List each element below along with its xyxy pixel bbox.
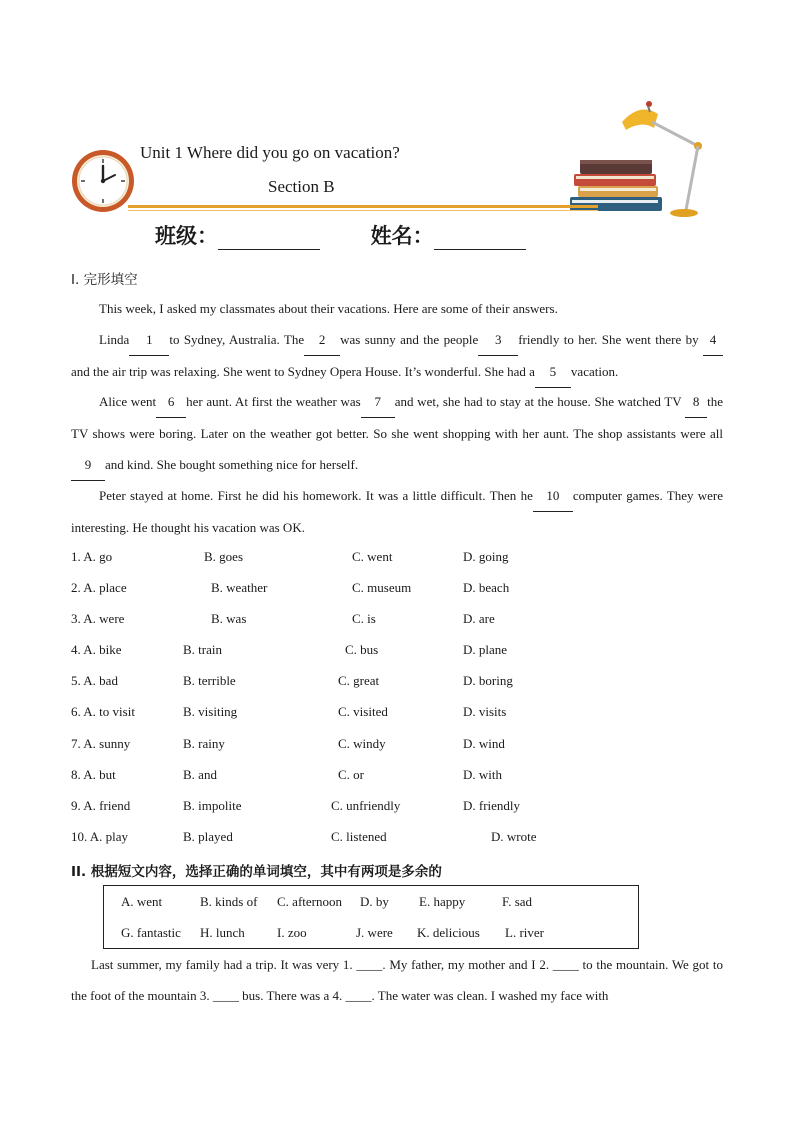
header-divider: [128, 205, 598, 208]
linda-text: to Sydney, Australia. The: [169, 332, 305, 347]
question-options-row: [71, 829, 731, 849]
linda-text: and the air trip was relaxing. She went to Sydney Opera House. It’s wonderful. She had a: [71, 364, 535, 379]
blank-2[interactable]: 2: [304, 324, 340, 356]
alice-text: and kind. She bought something nice for herself.: [105, 457, 359, 472]
option-a[interactable]: 2. A. place: [71, 580, 127, 595]
option-c[interactable]: C. went: [352, 549, 393, 564]
option-c[interactable]: C. or: [338, 767, 364, 782]
option-a[interactable]: 10. A. play: [71, 829, 129, 844]
option-c[interactable]: C. listened: [331, 829, 387, 844]
option-b[interactable]: B. weather: [211, 580, 268, 595]
option-b[interactable]: B. rainy: [183, 736, 225, 751]
section-subtitle: Section B: [268, 177, 335, 196]
blank-10[interactable]: 10: [533, 480, 573, 512]
option-a[interactable]: 7. A. sunny: [71, 736, 131, 751]
student-info-line: [155, 220, 526, 250]
question-options-row: [71, 767, 731, 787]
option-c[interactable]: C. museum: [352, 580, 412, 595]
alice-text: Alice went: [99, 394, 157, 409]
option-d[interactable]: D. boring: [463, 673, 513, 688]
class-field[interactable]: [218, 227, 320, 250]
passage-text: Last summer, my family had a trip. It was very 1. ____. My father, my mother and I 2. ____ to the mountain. We got to the foot of the mountain 3. ____ bus. There was a 4. ____. The water was clean. I washed my face with: [71, 957, 723, 1003]
option-a[interactable]: 4. A. bike: [71, 642, 122, 657]
option-d[interactable]: D. wrote: [491, 829, 537, 844]
blank-6[interactable]: 6: [156, 386, 186, 418]
word-option: J. were: [356, 925, 393, 940]
alice-text: her aunt. At first the weather was: [186, 394, 361, 409]
option-b[interactable]: B. was: [211, 611, 247, 626]
option-a[interactable]: 3. A. were: [71, 611, 125, 626]
word-option: C. afternoon: [277, 894, 342, 909]
option-d[interactable]: D. wind: [463, 736, 505, 751]
word-option: L. river: [505, 925, 544, 940]
option-a[interactable]: 9. A. friend: [71, 798, 131, 813]
question-options-row: [71, 611, 731, 631]
blank-7[interactable]: 7: [361, 386, 395, 418]
blank-1[interactable]: 1: [129, 324, 169, 356]
intro-text: This week, I asked my classmates about their vacations. Here are some of their answers.: [99, 301, 558, 316]
linda-text: was sunny and the people: [340, 332, 479, 347]
question-options-row: [71, 736, 731, 756]
option-c[interactable]: C. bus: [345, 642, 379, 657]
option-b[interactable]: B. played: [183, 829, 233, 844]
option-a[interactable]: 1. A. go: [71, 549, 113, 564]
name-field[interactable]: [434, 227, 526, 250]
section1-heading: I. 完形填空: [71, 272, 138, 288]
lamp-and-books-icon: [566, 98, 716, 222]
word-option: B. kinds of: [200, 894, 258, 909]
option-a[interactable]: 5. A. bad: [71, 673, 118, 688]
section2-heading: II. 根据短文内容，选择正确的单词填空，其中有两项是多余的: [71, 864, 442, 880]
option-a[interactable]: 6. A. to visit: [71, 704, 135, 719]
option-d[interactable]: D. going: [463, 549, 509, 564]
blank-9[interactable]: 9: [71, 449, 105, 481]
word-option: H. lunch: [200, 925, 245, 940]
clock-icon: [70, 148, 136, 214]
header-divider-thin: [128, 210, 598, 211]
section2-passage: [71, 949, 723, 1011]
intro-paragraph: [71, 293, 723, 324]
option-c[interactable]: C. unfriendly: [331, 798, 401, 813]
option-c[interactable]: C. great: [338, 673, 380, 688]
question-options-row: [71, 673, 731, 693]
option-d[interactable]: D. beach: [463, 580, 510, 595]
peter-paragraph: [71, 480, 723, 543]
option-d[interactable]: D. with: [463, 767, 502, 782]
blank-3[interactable]: 3: [478, 324, 518, 356]
linda-text: Linda: [99, 332, 130, 347]
blank-8[interactable]: 8: [685, 386, 707, 418]
option-c[interactable]: C. visited: [338, 704, 388, 719]
word-option: F. sad: [502, 894, 533, 909]
blank-4[interactable]: 4: [703, 324, 723, 356]
question-options-row: [71, 798, 731, 818]
linda-text: vacation.: [570, 364, 619, 379]
word-option: A. went: [121, 894, 163, 909]
question-options-row: [71, 580, 731, 600]
option-b[interactable]: B. visiting: [183, 704, 238, 719]
option-b[interactable]: B. terrible: [183, 673, 236, 688]
word-option: E. happy: [419, 894, 466, 909]
option-c[interactable]: C. is: [352, 611, 376, 626]
peter-text: computer games. They were interesting. He thought his vacation was OK.: [71, 488, 724, 535]
option-b[interactable]: B. goes: [204, 549, 243, 564]
page-title: Unit 1 Where did you go on vacation?: [140, 143, 400, 162]
option-c[interactable]: C. windy: [338, 736, 386, 751]
question-options-row: [71, 704, 731, 724]
alice-text: the TV shows were boring. Later on the weather got better. So she went shopping with her aunt. The shop assistants were all: [71, 394, 723, 441]
option-d[interactable]: D. visits: [463, 704, 507, 719]
word-option: G. fantastic: [121, 925, 181, 940]
option-b[interactable]: B. and: [183, 767, 217, 782]
linda-text: friendly to her. She went there by: [518, 332, 703, 347]
alice-text: and wet, she had to stay at the house. She watched TV: [394, 394, 686, 409]
option-a[interactable]: 8. A. but: [71, 767, 116, 782]
linda-paragraph: [71, 324, 723, 388]
word-option: K. delicious: [417, 925, 480, 940]
class-label: 班级：: [155, 224, 218, 248]
option-d[interactable]: D. are: [463, 611, 495, 626]
blank-5[interactable]: 5: [535, 356, 571, 388]
question-options-row: [71, 549, 731, 569]
option-b[interactable]: B. impolite: [183, 798, 242, 813]
question-options-row: [71, 642, 731, 662]
name-label: 姓名：: [370, 224, 434, 248]
option-d[interactable]: D. plane: [463, 642, 508, 657]
option-d[interactable]: D. friendly: [463, 798, 521, 813]
alice-paragraph: [71, 386, 723, 481]
word-bank-box: [103, 885, 639, 949]
word-option: I. zoo: [277, 925, 307, 940]
word-option: D. by: [360, 894, 389, 909]
option-b[interactable]: B. train: [183, 642, 222, 657]
peter-text: Peter stayed at home. First he did his homework. It was a little difficult. Then he: [99, 488, 533, 503]
